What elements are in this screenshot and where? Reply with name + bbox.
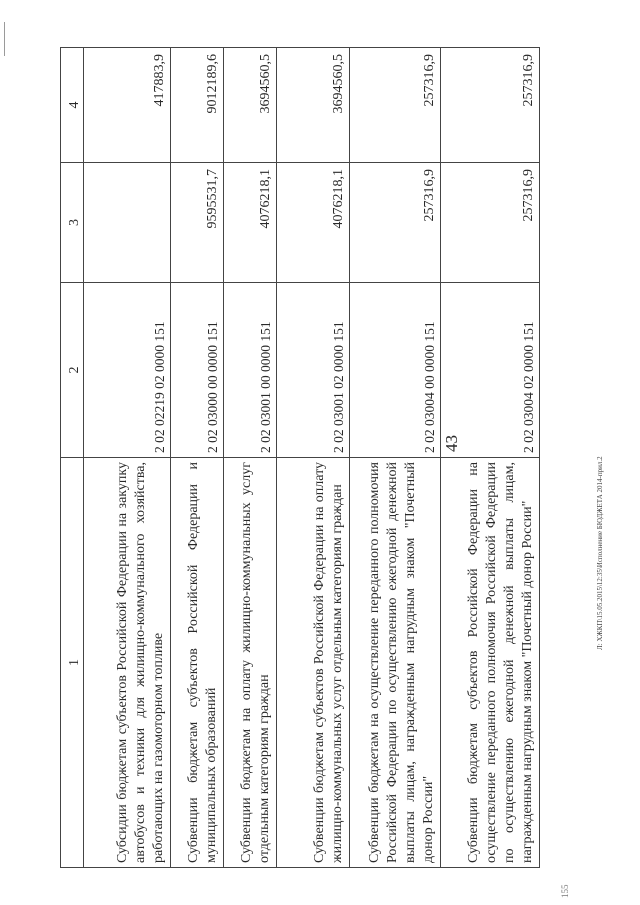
row-value-col3: 257316,9 [441,163,540,283]
row-name: Субвенции бюджетам субъектов Российской Федерации на осуществление переданного полномочия Российской Федерации по осуществлению ежегодной денежной выплаты лицам, награжденным нагрудным знаком "Почетный донор России" [441,458,540,868]
budget-table [60,47,540,868]
row-code: 2 02 02219 02 0000 151 [84,283,171,458]
row-name: Субвенции бюджетам субъектов Российской Федерации на оплату жилищно-коммунальных услуг отдельным категориям граждан [277,458,350,868]
table-header-row [61,48,84,868]
row-value-col4: 257316,9 [350,48,441,163]
row-name: Субсидии бюджетам субъектов Российской Федерации на закупку автобусов и техники для жилищно-коммунального хозяйства, работающих на газомоторном топливе [84,458,171,868]
row-code: 2 02 03000 00 0000 151 [171,283,224,458]
header-col-3: 3 [61,163,84,283]
row-value-col4: 3694560,5 [277,48,350,163]
page-number: 43 [442,435,461,452]
row-code: 2 02 03001 02 0000 151 [277,283,350,458]
header-col-4: 4 [61,48,84,163]
row-value-col3: 4076218,1 [224,163,277,283]
row-value-col3: 9595531,7 [171,163,224,283]
row-code: 2 02 03004 00 0000 151 [350,283,441,458]
footer-file-path: Л: ХЖКП\15.05.2015\12:35\Исполнение БЮДЖЕТА 2014-прил.2 [596,456,604,650]
header-col-2: 2 [61,283,84,458]
row-value-col4: 257316,9 [441,48,540,163]
row-value-col3: 4076218,1 [277,163,350,283]
table-row [84,48,171,868]
rotated-table-wrapper [60,48,536,868]
header-col-1: 1 [61,458,84,868]
row-value-col4: 3694560,5 [224,48,277,163]
corner-mark: 155 [560,884,570,898]
table-row [171,48,224,868]
table-row [224,48,277,868]
row-code: 2 02 03004 02 0000 151 [441,283,540,458]
table-row [350,48,441,868]
row-code: 2 02 03001 00 0000 151 [224,283,277,458]
row-name: Субвенции бюджетам на осуществление переданного полномочия Российской Федерации по осуществлению ежегодной денежной выплаты лицам, награжденным нагрудным знаком "Почетный донор России" [350,458,441,868]
row-value-col4: 417883,9 [84,48,171,163]
row-value-col3: 257316,9 [350,163,441,283]
row-name: Субвенции бюджетам на оплату жилищно-коммунальных услуг отдельным категориям граждан [224,458,277,868]
scan-edge-mark [4,22,5,56]
row-value-col3 [84,163,171,283]
table-row [441,48,540,868]
row-value-col4: 9012189,6 [171,48,224,163]
table-row [277,48,350,868]
row-name: Субвенции бюджетам субъектов Российской Федерации и муниципальных образований [171,458,224,868]
